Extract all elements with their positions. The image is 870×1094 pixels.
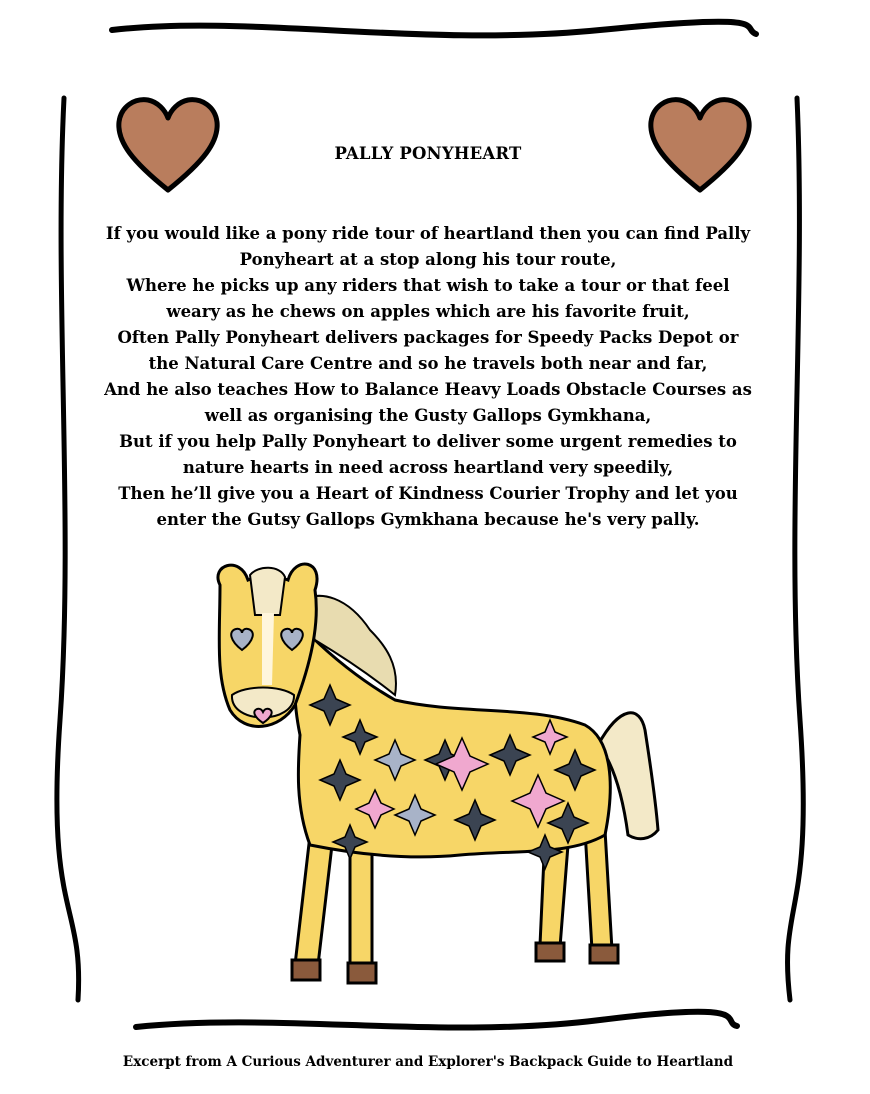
scroll-left-edge <box>57 98 79 1000</box>
poem-line: Often Pally Ponyheart delivers packages for Speedy Packs Depot or <box>117 328 739 347</box>
pony-hoof <box>348 963 376 983</box>
poem-body <box>78 221 778 533</box>
poem-line: Then he’ll give you a Heart of Kindness Courier Trophy and let you <box>118 484 738 503</box>
poem-line: Where he picks up any riders that wish to take a tour or that feel <box>126 276 730 295</box>
pony-illustration <box>200 545 670 995</box>
poem-line: If you would like a pony ride tour of heartland then you can find Pally <box>105 224 751 243</box>
scroll-top-edge <box>112 22 756 36</box>
pony-blaze <box>262 613 274 685</box>
pony-forelock <box>250 568 285 615</box>
pony-hoof <box>536 943 564 961</box>
poem-line: well as organising the Gusty Gallops Gymkhana, <box>204 406 652 425</box>
source-caption: Excerpt from A Curious Adventurer and Explorer's Backpack Guide to Heartland <box>122 1054 734 1070</box>
pony-back-leg-2 <box>585 830 612 950</box>
page-title: PALLY PONYHEART <box>334 144 522 163</box>
pony-hoof <box>292 960 320 980</box>
poem-line: enter the Gutsy Gallops Gymkhana because he's very pally. <box>156 510 700 529</box>
poem-line: weary as he chews on apples which are his favorite fruit, <box>166 302 690 321</box>
scroll-right-edge <box>788 98 804 1000</box>
poem-line: nature hearts in need across heartland very speedily, <box>182 458 674 477</box>
pony-front-leg-2 <box>350 840 372 968</box>
scroll-bottom-edge <box>136 1012 737 1028</box>
pony-hoof <box>590 945 618 963</box>
poem-line: Ponyheart at a stop along his tour route, <box>239 250 617 269</box>
pony-front-leg <box>295 835 332 965</box>
poem-line: the Natural Care Centre and so he travels both near and far, <box>148 354 708 373</box>
poem-line: And he also teaches How to Balance Heavy Loads Obstacle Courses as <box>104 380 752 399</box>
poem-line: But if you help Pally Ponyheart to deliver some urgent remedies to <box>119 432 737 451</box>
